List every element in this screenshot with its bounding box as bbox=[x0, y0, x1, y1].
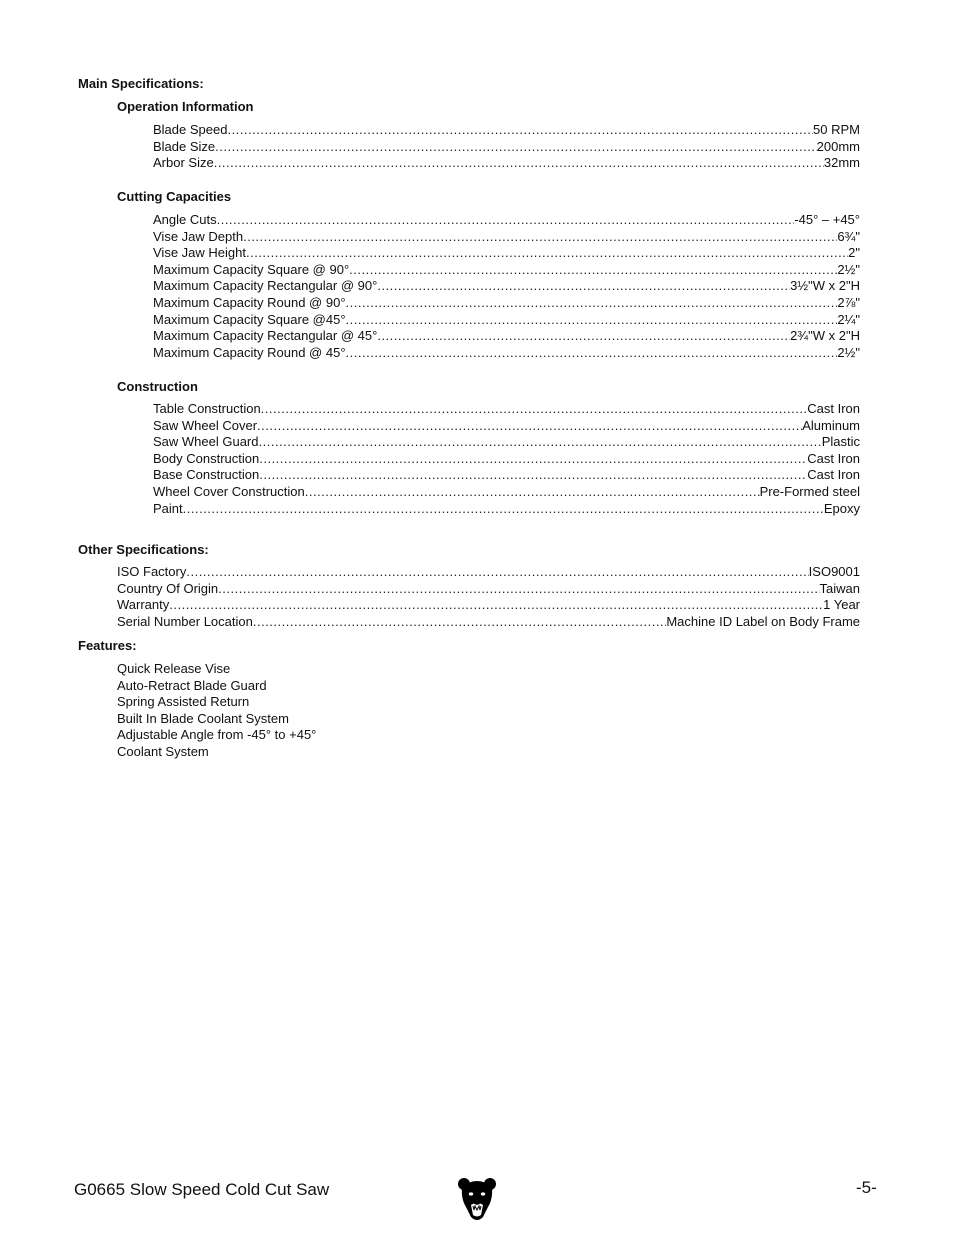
spec-row bbox=[153, 139, 860, 156]
spec-label: Serial Number Location bbox=[117, 613, 253, 629]
construction-list bbox=[153, 401, 860, 517]
spec-value: ISO9001 bbox=[808, 564, 860, 579]
dot-leader bbox=[349, 262, 837, 279]
spec-row bbox=[153, 229, 860, 246]
feature-item: Built In Blade Coolant System bbox=[117, 710, 289, 726]
spec-value: 2" bbox=[848, 245, 860, 261]
spec-value: Plastic bbox=[821, 434, 860, 450]
footer-title: G0665 Slow Speed Cold Cut Saw bbox=[74, 1180, 330, 1199]
page-number: -5- bbox=[856, 1178, 877, 1197]
other-specifications-heading: Other Specifications: bbox=[78, 542, 209, 557]
dot-leader bbox=[259, 451, 807, 468]
spec-label: Base Construction bbox=[153, 467, 260, 483]
spec-label: Maximum Capacity Round @ 45° bbox=[153, 344, 346, 360]
feature-item: Adjustable Angle from -45° to +45° bbox=[117, 727, 317, 743]
cutting-capacities-heading: Cutting Capacities bbox=[117, 189, 232, 204]
spec-row bbox=[153, 245, 860, 262]
spec-value: 3½"W x 2"H bbox=[790, 278, 860, 294]
spec-value: Machine ID Label on Body Frame bbox=[666, 613, 860, 629]
spec-row bbox=[153, 122, 860, 139]
spec-value: Cast Iron bbox=[807, 401, 860, 416]
spec-label: Maximum Capacity Rectangular @ 45° bbox=[153, 328, 378, 344]
feature-item: Coolant System bbox=[117, 743, 209, 759]
spec-row bbox=[117, 564, 860, 581]
spec-value: 32mm bbox=[823, 155, 860, 171]
spec-row bbox=[153, 484, 860, 501]
spec-value: 200mm bbox=[816, 138, 860, 154]
spec-label: Maximum Capacity Square @45° bbox=[153, 311, 346, 327]
spec-label: Vise Jaw Height bbox=[153, 245, 246, 261]
spec-row bbox=[117, 581, 860, 598]
spec-value: Pre-Formed steel bbox=[759, 483, 860, 499]
spec-label: Country Of Origin bbox=[117, 580, 219, 596]
dot-leader bbox=[259, 434, 822, 451]
spec-row bbox=[153, 328, 860, 345]
spec-label: Maximum Capacity Rectangular @ 90° bbox=[153, 278, 378, 294]
spec-row bbox=[117, 597, 860, 614]
spec-row bbox=[153, 312, 860, 329]
spec-row bbox=[153, 278, 860, 295]
dot-leader bbox=[377, 278, 790, 295]
spec-row bbox=[153, 295, 860, 312]
spec-value: 50 RPM bbox=[813, 122, 860, 137]
bear-head-logo-icon bbox=[457, 1177, 497, 1223]
other-specifications-list bbox=[117, 564, 860, 630]
spec-value: -45° – +45° bbox=[794, 212, 860, 227]
spec-value: 2½" bbox=[837, 261, 860, 277]
spec-row bbox=[153, 467, 860, 484]
spec-label: Vise Jaw Depth bbox=[153, 228, 244, 244]
construction-heading: Construction bbox=[117, 379, 198, 394]
dot-leader bbox=[183, 501, 824, 518]
dot-leader bbox=[253, 614, 666, 631]
spec-value: Aluminum bbox=[802, 417, 860, 433]
dot-leader bbox=[346, 295, 838, 312]
spec-label: Wheel Cover Construction bbox=[153, 483, 305, 499]
spec-label: Saw Wheel Guard bbox=[153, 434, 259, 450]
spec-label: Maximum Capacity Square @ 90° bbox=[153, 261, 350, 277]
spec-row bbox=[153, 501, 860, 518]
dot-leader bbox=[261, 401, 808, 418]
spec-row bbox=[153, 155, 860, 172]
spec-value: 2¼" bbox=[837, 311, 860, 327]
features-list bbox=[117, 661, 316, 761]
feature-item: Quick Release Vise bbox=[117, 661, 231, 676]
main-specifications-heading: Main Specifications: bbox=[78, 76, 204, 91]
spec-label: Blade Size bbox=[153, 138, 216, 154]
spec-value: 2⅞" bbox=[837, 294, 860, 310]
spec-value: Taiwan bbox=[819, 580, 860, 596]
spec-value: 2½" bbox=[837, 344, 860, 360]
spec-row bbox=[153, 434, 860, 451]
spec-label: Paint bbox=[153, 500, 183, 516]
spec-label: Saw Wheel Cover bbox=[153, 417, 258, 433]
spec-label: Body Construction bbox=[153, 450, 260, 466]
spec-label: Blade Speed bbox=[153, 122, 228, 137]
spec-row bbox=[153, 451, 860, 468]
spec-row bbox=[153, 401, 860, 418]
dot-leader bbox=[217, 212, 795, 229]
dot-leader bbox=[346, 312, 838, 329]
dot-leader bbox=[186, 564, 808, 581]
dot-leader bbox=[257, 418, 802, 435]
dot-leader bbox=[346, 345, 838, 362]
spec-value: 6¾" bbox=[837, 228, 860, 244]
spec-value: Epoxy bbox=[823, 500, 860, 516]
spec-value: 2¾"W x 2"H bbox=[790, 328, 860, 344]
spec-label: Angle Cuts bbox=[153, 212, 217, 227]
spec-label: Arbor Size bbox=[153, 155, 214, 171]
spec-label: Warranty bbox=[117, 597, 170, 613]
dot-leader bbox=[227, 122, 813, 139]
dot-leader bbox=[243, 229, 837, 246]
dot-leader bbox=[214, 155, 824, 172]
dot-leader bbox=[259, 467, 807, 484]
spec-label: Maximum Capacity Round @ 90° bbox=[153, 294, 346, 310]
dot-leader bbox=[305, 484, 760, 501]
spec-value: Cast Iron bbox=[807, 450, 860, 466]
dot-leader bbox=[215, 139, 816, 156]
dot-leader bbox=[377, 328, 790, 345]
feature-item: Spring Assisted Return bbox=[117, 694, 250, 710]
spec-label: Table Construction bbox=[153, 401, 261, 416]
spec-value: 1 Year bbox=[823, 597, 860, 613]
cutting-capacities-list bbox=[153, 212, 860, 361]
dot-leader bbox=[246, 245, 848, 262]
spec-row bbox=[117, 614, 860, 631]
operation-information-list bbox=[153, 122, 860, 172]
feature-item: Auto-Retract Blade Guard bbox=[117, 677, 267, 693]
spec-row bbox=[153, 212, 860, 229]
spec-label: ISO Factory bbox=[117, 564, 187, 579]
spec-row bbox=[153, 345, 860, 362]
features-heading: Features: bbox=[78, 638, 137, 653]
spec-row bbox=[153, 262, 860, 279]
operation-information-heading: Operation Information bbox=[117, 99, 254, 114]
spec-row bbox=[153, 418, 860, 435]
spec-value: Cast Iron bbox=[807, 467, 860, 483]
dot-leader bbox=[169, 597, 823, 614]
dot-leader bbox=[218, 581, 819, 598]
